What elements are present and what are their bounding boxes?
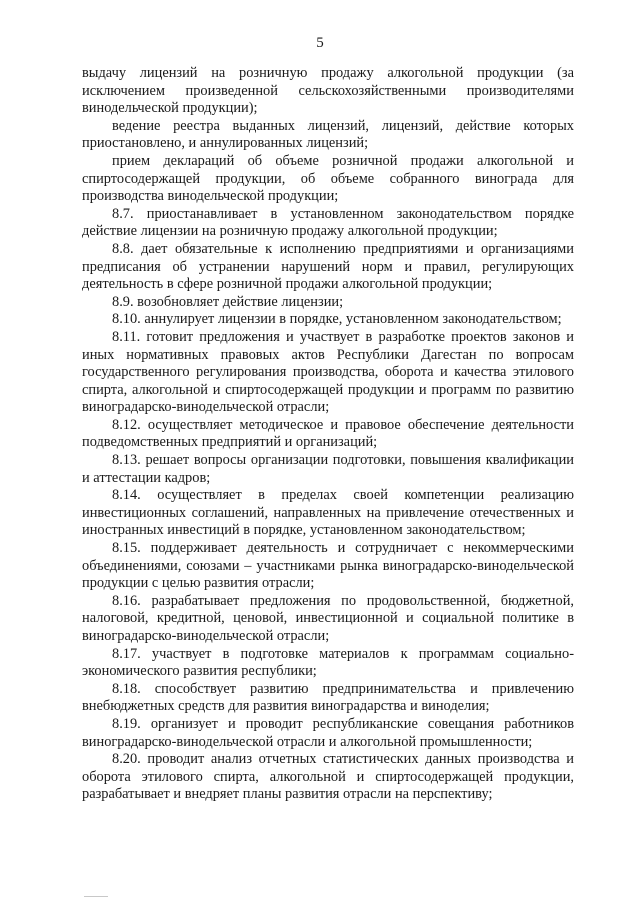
- scan-edge-mark: [84, 896, 108, 897]
- paragraph: 8.17. участвует в подготовке материалов к программам социально-экономического развития республики;: [82, 645, 574, 680]
- paragraph: ведение реестра выданных лицензий, лицензий, действие которых приостановлено, и аннулированных лицензий;: [82, 117, 574, 152]
- page-number: 5: [316, 35, 324, 51]
- paragraph: прием деклараций об объеме розничной продажи алкогольной и спиртосодержащей продукции, об объеме собранного винограда для производства винодельческой продукции;: [82, 152, 574, 205]
- paragraph: 8.9. возобновляет действие лицензии;: [112, 293, 344, 310]
- paragraph: 8.14. осуществляет в пределах своей компетенции реализацию инвестиционных соглашений, направленных на привлечение отечественных и иностранных инвестиций в порядке, установленном законодательством;: [82, 487, 574, 539]
- paragraph: 8.18. способствует развитию предпринимательства и привлечению внебюджетных средств для развития виноградарства и виноделия;: [82, 680, 574, 715]
- paragraph: 8.15. поддерживает деятельность и сотрудничает с некоммерческими объединениями, союзами – участниками рынка виноградарско-винодельческой продукции с целью развития отрасли;: [82, 540, 574, 592]
- paragraph: 8.11. готовит предложения и участвует в разработке проектов законов и иных нормативных правовых актов Республики Дагестан по вопросам государственного регулирования производства, оборота и качества этилового спирта, алкогольной и спиртосодержащей продукции и программ по развитию виноградарско-винодельческой отрасли;: [82, 328, 574, 416]
- paragraph: 8.16. разрабатывает предложения по продовольственной, бюджетной, налоговой, кредитной, ценовой, инвестиционной и социальной политике в виноградарско-винодельческой отрасли;: [82, 592, 574, 644]
- paragraph: 8.13. решает вопросы организации подготовки, повышения квалификации и аттестации кадров;: [82, 452, 574, 486]
- paragraph: 8.7. приостанавливает в установленном законодательством порядке действие лицензии на розничную продажу алкогольной продукции;: [82, 205, 574, 240]
- paragraph: 8.8. дает обязательные к исполнению предприятиями и организациями предписания об устранении нарушений норм и правил, регулирующих деятельность в сфере розничной продажи алкогольной продукции;: [82, 240, 574, 293]
- document-body: [82, 65, 574, 804]
- paragraph: 8.19. организует и проводит республиканские совещания работников виноградарско-винодельческой отрасли и алкогольной промышленности;: [82, 715, 574, 750]
- paragraph: 8.20. проводит анализ отчетных статистических данных производства и оборота этилового спирта, алкогольной и спиртосодержащей продукции, разрабатывает и внедряет планы развития отрасли на перспективу;: [82, 751, 574, 803]
- paragraph: выдачу лицензий на розничную продажу алкогольной продукции (за исключением произведенной сельскохозяйственными производителями винодельческой продукции);: [82, 65, 574, 117]
- paragraph: 8.10. аннулирует лицензии в порядке, установленном законодательством;: [112, 311, 562, 328]
- paragraph: 8.12. осуществляет методическое и правовое обеспечение деятельности подведомственных предприятий и организаций;: [82, 416, 574, 451]
